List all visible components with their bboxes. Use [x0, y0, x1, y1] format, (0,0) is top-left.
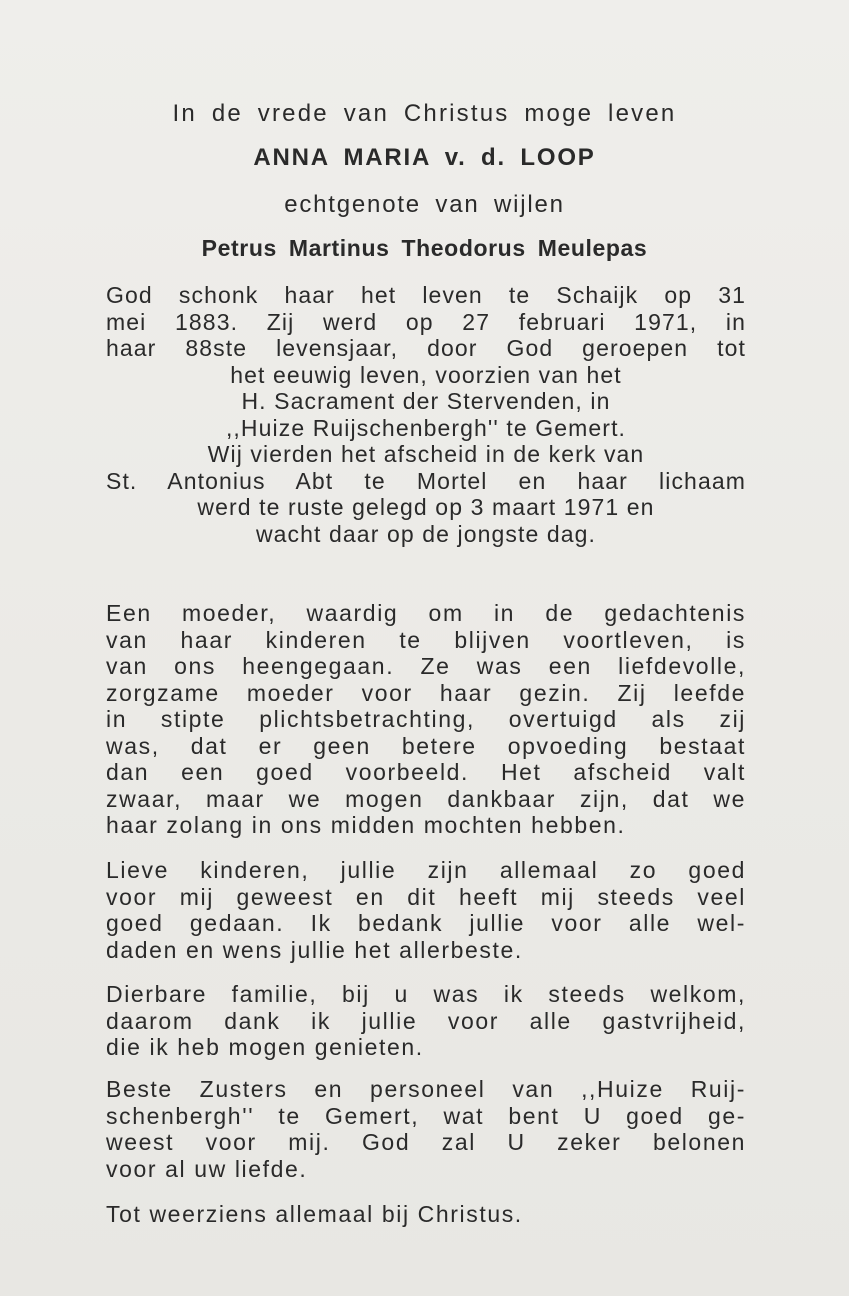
bio-line: mei 1883. Zij werd op 27 februari 1971, in — [106, 308, 746, 335]
paragraph-line: daden en wens jullie het allerbeste. — [106, 936, 523, 963]
paragraph-line: Lieve kinderen, jullie zijn allemaal zo goed — [106, 857, 746, 883]
spouse-name: Petrus Martinus Theodorus Meulepas — [201, 235, 648, 261]
bio-line: haar 88ste levensjaar, door God geroepen tot — [106, 335, 746, 361]
paragraph-line: Een moeder, waardig om in de gedachtenis — [106, 600, 746, 626]
paragraph-line: die ik heb mogen genieten. — [106, 1034, 424, 1060]
paragraph-line: van ons heengegaan. Ze was een liefdevolle, — [106, 653, 746, 679]
bio-line: wacht daar op de jongste dag. — [255, 520, 597, 547]
paragraph-children — [106, 857, 746, 963]
deceased-name: ANNA MARIA v. d. LOOP — [253, 144, 596, 171]
paragraph-line: weest voor mij. God zal U zeker belonen — [106, 1129, 746, 1155]
intro-text: In de vrede van Christus moge leven — [172, 100, 677, 127]
bio-line: het eeuwig leven, voorzien van het — [230, 361, 622, 388]
paragraph-line: Dierbare familie, bij u was ik steeds welkom, — [106, 981, 746, 1007]
biography — [106, 282, 746, 547]
paragraph-line: van haar kinderen te blijven voortleven, is — [106, 626, 746, 653]
paragraph-line: zorgzame moeder voor haar gezin. Zij leefde — [106, 679, 746, 706]
paragraph-family — [106, 981, 746, 1061]
paragraph-mother — [106, 600, 746, 839]
bio-line: God schonk haar het leven te Schaijk op 31 — [106, 282, 746, 308]
paragraph-line: voor al uw liefde. — [106, 1155, 308, 1182]
bio-line: Wij vierden het afscheid in de kerk van — [207, 441, 645, 467]
bio-line: St. Antonius Abt te Mortel en haar lichaam — [106, 467, 746, 494]
paragraph-line: Beste Zusters en personeel van ,,Huize Ruij- — [106, 1076, 746, 1102]
paragraph-line: Tot weerziens allemaal bij Christus. — [106, 1201, 523, 1227]
bio-line: werd te ruste gelegd op 3 maart 1971 en — [197, 494, 655, 520]
paragraph-sisters — [106, 1076, 746, 1182]
paragraph-line: goed gedaan. Ik bedank jullie voor alle wel- — [106, 910, 746, 936]
paragraph-line: was, dat er geen betere opvoeding bestaat — [106, 732, 746, 759]
spouse-label: echtgenote van wijlen — [284, 191, 565, 218]
paragraph-line: dan een goed voorbeeld. Het afscheid valt — [106, 759, 746, 785]
paragraph-line: daarom dank ik jullie voor alle gastvrijheid, — [106, 1007, 746, 1034]
paragraph-line: zwaar, maar we mogen dankbaar zijn, dat we — [106, 785, 746, 812]
paragraph-farewell — [106, 1201, 746, 1228]
bio-line: H. Sacrament der Stervenden, in — [241, 388, 611, 414]
bio-line: ,,Huize Ruijschenbergh'' te Gemert. — [225, 414, 627, 441]
paragraph-line: voor mij geweest en dit heeft mij steeds veel — [106, 883, 746, 910]
paragraph-line: in stipte plichtsbetrachting, overtuigd als zij — [106, 706, 746, 732]
paragraph-line: schenbergh'' te Gemert, wat bent U goed ge- — [106, 1102, 746, 1129]
paragraph-line: haar zolang in ons midden mochten hebben. — [106, 812, 626, 838]
